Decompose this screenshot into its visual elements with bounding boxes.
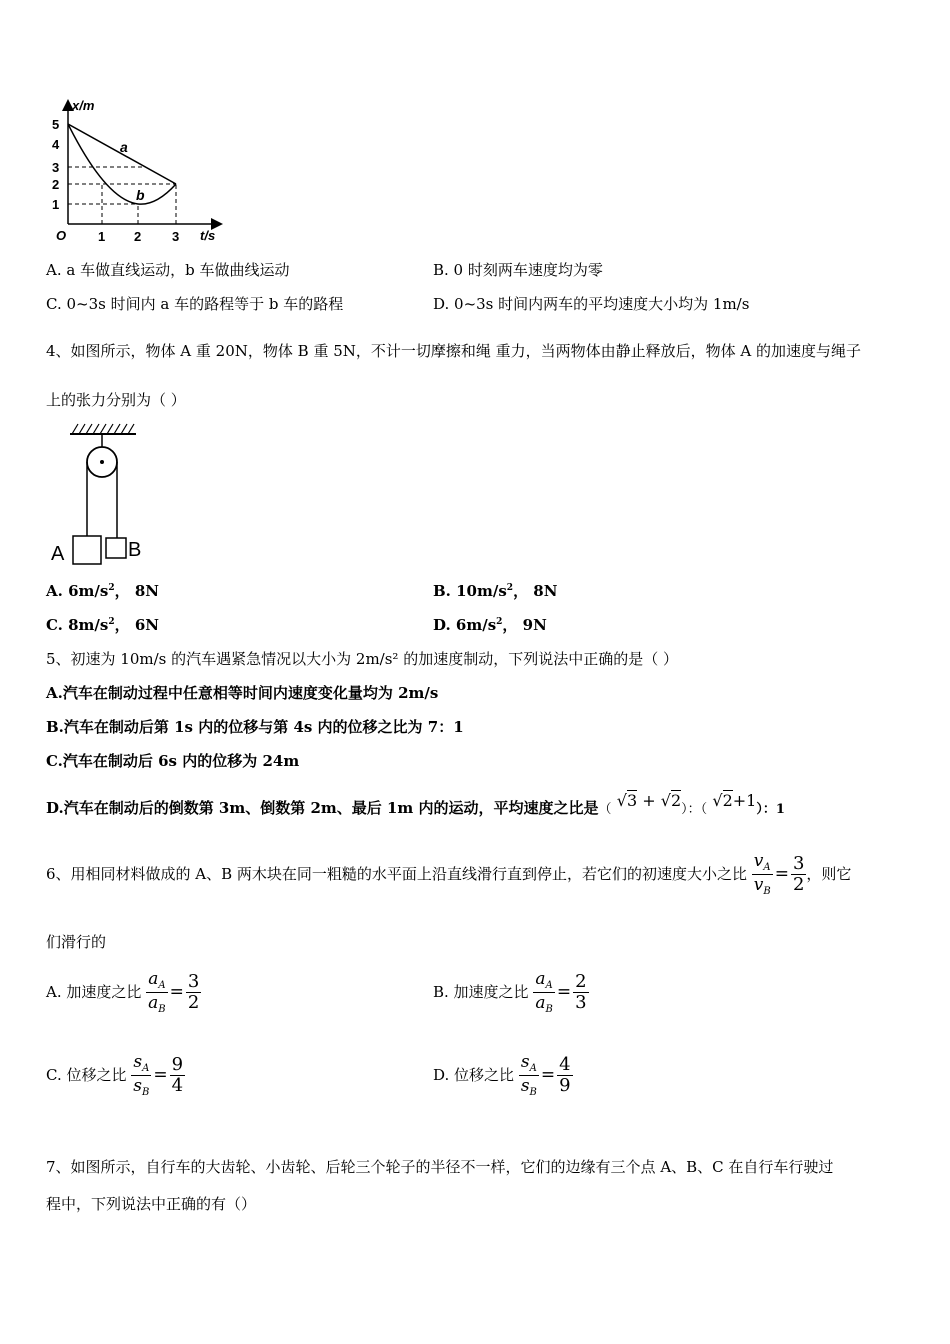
x-tick: 3 <box>172 229 180 244</box>
x-tick: 2 <box>134 229 142 244</box>
q3-option-b: B. 0 时刻两车速度均为零 <box>433 261 603 279</box>
x-axis-label: t/s <box>200 228 216 243</box>
q6-stem: 6、用相同材料做成的 A、B 两木块在同一粗糙的水平面上沿直线滑行直到停止，若它们的初速度大小之比 $\frac{v_A}{v_B}$ = $\frac{3}{2}$ ，则它 <box>46 850 852 897</box>
y-tick: 2 <box>52 177 60 192</box>
q3-option-a: A. a 车做直线运动，b 车做曲线运动 <box>46 261 290 279</box>
q4-option-a: A. $6m/s^2$， 8N <box>46 582 159 600</box>
y-axis-label: x/m <box>72 98 95 113</box>
y-tick: 1 <box>52 197 60 212</box>
q5-option-b: B.汽车在制动后第 1s 内的位移与第 4s 内的位移之比为 7：1 <box>46 718 464 736</box>
q6-option-d: D. 位移之比 $\frac{s_A}{s_B}$ = $\frac{4}{9}$ <box>433 1051 571 1098</box>
block-b <box>106 538 126 558</box>
q5-stem: 5、初速为 10m/s 的汽车遇紧急情况以大小为 2m/s² 的加速度制动，下列说法中正确的是（ ） <box>46 650 678 668</box>
q5-option-d: D.汽车在制动后的倒数第 3m、倒数第 2m、最后 1m 内的运动，平均速度之比是（ √3 + √2）：（ √2+1）：1 <box>46 791 785 817</box>
block-a <box>73 536 101 564</box>
q7-line1: 7、如图所示，自行车的大齿轮、小齿轮、后轮三个轮子的半径不一样，它们的边缘有三个点 A、B、C 在自行车行驶过 <box>46 1158 834 1176</box>
q4-option-d: D. $6m/s^2$， 9N <box>433 616 547 634</box>
origin-label: O <box>56 228 67 243</box>
q7-line2: 程中，下列说法中正确的有（） <box>46 1195 257 1213</box>
curve-b <box>68 124 176 204</box>
q6-option-b: B. 加速度之比 $\frac{a_A}{a_B}$ = $\frac{2}{3}$ <box>433 968 587 1015</box>
ceiling-hatch <box>72 424 134 434</box>
x-tick: 1 <box>98 229 106 244</box>
q6-stem-line2: 们滑行的 <box>46 933 107 951</box>
y-tick: 3 <box>52 160 60 175</box>
block-b-label: B <box>128 539 142 561</box>
q6-option-c: C. 位移之比 $\frac{s_A}{s_B}$ = $\frac{9}{4}$ <box>46 1051 184 1098</box>
q5-option-a: A.汽车在制动过程中任意相等时间内速度变化量均为 2m/s <box>46 684 439 702</box>
q4-option-c: C. $8m/s^2$， 6N <box>46 616 159 634</box>
q4-option-b: B. $10m/s^2$， 8N <box>433 582 558 600</box>
pulley-figure <box>48 420 152 568</box>
q4-stem-line2: 上的张力分别为（ ） <box>46 391 186 409</box>
q3-option-d: D. 0~3s 时间内两车的平均速度大小均为 1m/s <box>433 295 750 313</box>
y-tick: 5 <box>52 117 60 132</box>
ratio-v-fraction: $\frac{v_A}{v_B}$ <box>753 850 771 897</box>
q5-option-c: C.汽车在制动后 6s 内的位移为 24m <box>46 752 300 770</box>
block-a-label: A <box>51 543 65 565</box>
curve-b-label: b <box>136 187 145 203</box>
q3-option-c: C. 0~3s 时间内 a 车的路程等于 b 车的路程 <box>46 295 344 313</box>
xt-graph <box>44 96 234 248</box>
curve-a-label: a <box>120 139 128 155</box>
y-tick: 4 <box>52 137 60 152</box>
q4-stem-line1: 4、如图所示，物体 A 重 20N，物体 B 重 5N，不计一切摩擦和绳 重力，当两物体由静止释放后，物体 A 的加速度与绳子 <box>46 342 862 360</box>
q6-option-a: A. 加速度之比 $\frac{a_A}{a_B}$ = $\frac{3}{2}$ <box>46 968 200 1015</box>
